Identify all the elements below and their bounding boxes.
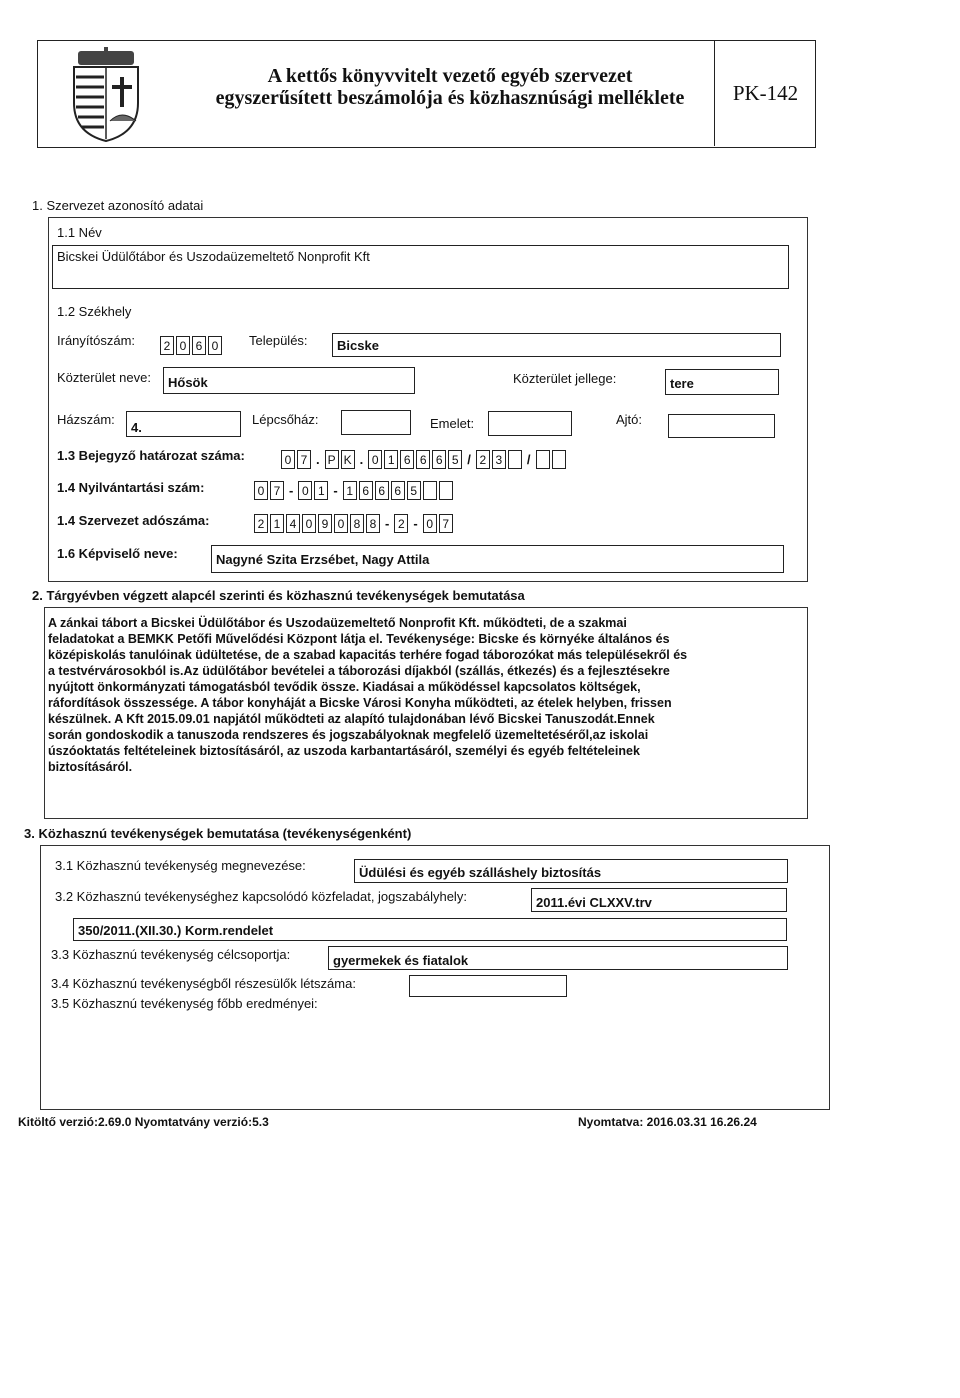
results-label: 3.5 Közhasznú tevékenység főbb eredményei:: [51, 996, 318, 1011]
rep-label: 1.6 Képviselő neve:: [57, 546, 178, 561]
reg-no-cell: 5: [407, 481, 421, 500]
decree-value: 350/2011.(XII.30.) Korm.rendelet: [78, 923, 274, 938]
reg-no-cell: 7: [270, 481, 284, 500]
activity-name-field[interactable]: [354, 859, 788, 883]
street-type-value: tere: [670, 376, 694, 391]
target-label: 3.3 Közhasznú tevékenység célcsoportja:: [51, 947, 291, 962]
reg-no-cell: [423, 481, 437, 500]
zip-cell: 0: [176, 336, 190, 355]
coat-of-arms-icon: [60, 47, 152, 143]
registry-cell: 6: [432, 450, 446, 469]
tax-cells[interactable]: [254, 514, 453, 533]
city-field[interactable]: [332, 333, 781, 357]
tax-cell: 1: [270, 514, 284, 533]
reg-no-cell: 6: [359, 481, 373, 500]
registry-cell: 6: [400, 450, 414, 469]
activity-description[interactable]: [46, 611, 806, 816]
registry-cells[interactable]: [281, 450, 566, 469]
name-field[interactable]: [52, 245, 789, 289]
decree-field[interactable]: [73, 918, 787, 941]
street-type-field[interactable]: [665, 369, 779, 395]
rep-value: Nagyné Szita Erzsébet, Nagy Attila: [216, 552, 430, 567]
registry-cell: [552, 450, 566, 469]
door-field[interactable]: [668, 414, 775, 438]
zip-cell: 6: [192, 336, 206, 355]
target-field[interactable]: [328, 946, 788, 970]
floor-label: Emelet:: [430, 416, 475, 431]
registry-cell: 2: [476, 450, 490, 469]
reg-no-separator: -: [333, 483, 338, 498]
reg-no-cell: [439, 481, 453, 500]
form-code: PK-142: [714, 41, 816, 146]
street-value: Hősök: [168, 375, 208, 390]
reg-no-label: 1.4 Nyilvántartási szám:: [57, 480, 205, 495]
tax-cell: 2: [394, 514, 408, 533]
tax-separator: -: [385, 516, 390, 531]
tax-cell: 8: [366, 514, 380, 533]
house-field[interactable]: [126, 411, 241, 437]
tax-cell: 0: [334, 514, 348, 533]
floor-field[interactable]: [488, 411, 572, 436]
section3-title: 3. Közhasznú tevékenységek bemutatása (tevékenységenként): [24, 826, 412, 841]
street-type-label: Közterület jellege:: [513, 371, 617, 386]
zip-cell: 0: [208, 336, 222, 355]
registry-label: 1.3 Bejegyző határozat száma:: [57, 448, 245, 463]
street-label: Közterület neve:: [57, 370, 151, 385]
section2-title: 2. Tárgyévben végzett alapcél szerinti és közhasznú tevékenységek bemutatása: [32, 588, 525, 603]
staircase-field[interactable]: [341, 410, 411, 435]
reg-no-cells[interactable]: [254, 481, 453, 500]
registry-separator: /: [526, 452, 531, 467]
task-field[interactable]: [531, 888, 787, 912]
activity-name-value: Üdülési és egyéb szálláshely biztosítás: [359, 865, 602, 880]
tax-separator: -: [413, 516, 418, 531]
reg-no-cell: 1: [314, 481, 328, 500]
registry-cell: 0: [368, 450, 382, 469]
registry-cell: 7: [297, 450, 311, 469]
registry-cell: 1: [384, 450, 398, 469]
registry-cell: [508, 450, 522, 469]
registry-cell: 3: [492, 450, 506, 469]
reg-no-separator: -: [289, 483, 294, 498]
version-info: Kitöltő verzió:2.69.0 Nyomtatvány verzió:5.3: [18, 1115, 269, 1129]
reg-no-cell: 6: [375, 481, 389, 500]
task-label: 3.2 Közhasznú tevékenységhez kapcsolódó közfeladat, jogszabályhely:: [55, 889, 467, 904]
registry-separator: .: [359, 452, 364, 467]
reg-no-cell: 1: [343, 481, 357, 500]
street-field[interactable]: [163, 367, 415, 394]
city-value: Bicske: [337, 338, 379, 353]
rep-field[interactable]: [211, 545, 784, 573]
description-line: készülnek. A Kft 2015.09.01 napjától működteti az alapító tulajdonában lévő Bicskei Tanuszodát.Ennek: [48, 712, 655, 726]
tax-cell: 8: [350, 514, 364, 533]
tax-cell: 0: [423, 514, 437, 533]
reg-no-cell: 0: [298, 481, 312, 500]
description-line: nyújtott önkormányzati támogatásból tevődik össze. Kiadásai a működéssel kapcsolatos költségek,: [48, 680, 641, 694]
count-field[interactable]: [409, 975, 567, 997]
tax-cell: 9: [318, 514, 332, 533]
door-label: Ajtó:: [616, 412, 643, 427]
description-line: biztosításáról.: [48, 760, 133, 774]
description-line: középiskolás tanulóinak üdültetése, de a szabad kapacitás terhére fogad táborozókat más településekről és: [48, 648, 688, 662]
tax-cell: 2: [254, 514, 268, 533]
description-line: A zánkai tábort a Bicskei Üdülőtábor és Uszodaüzemeltető Nonprofit Kft. működteti, de a szakmai: [48, 616, 627, 630]
form-header: [37, 40, 816, 148]
registry-cell: P: [325, 450, 339, 469]
tax-label: 1.4 Szervezet adószáma:: [57, 513, 210, 528]
registry-cell: 6: [416, 450, 430, 469]
description-line: ráfordítások összessége. A tábor konyháját a Bicske Városi Konyha működteti, az ételek helyben, frissen: [48, 696, 672, 710]
name-label: 1.1 Név: [57, 225, 102, 240]
description-line: feladatokat a BEMKK Petőfi Művelődési Központ látja el. Tevékenysége: Bicske és környéke általános és: [48, 632, 670, 646]
zip-cells[interactable]: [160, 336, 222, 355]
description-line: során gondoskodik a tanuszoda rendszeres és jogszabályoknak megfelelő üzemeltetéséről,az iskolai: [48, 728, 649, 742]
tax-cell: 0: [302, 514, 316, 533]
reg-no-cell: 6: [391, 481, 405, 500]
tax-cell: 4: [286, 514, 300, 533]
count-label: 3.4 Közhasznú tevékenységből részesülők létszáma:: [51, 976, 356, 991]
registry-cell: K: [341, 450, 355, 469]
reg-no-cell: 0: [254, 481, 268, 500]
zip-cell: 2: [160, 336, 174, 355]
form-title: A kettős könyvvitelt vezető egyéb szervezet egyszerűsített beszámolója és közhasznúsági melléklete: [215, 65, 685, 109]
description-line: úszóoktatás feltételeinek biztosításáról, az uszoda karbantartásáról, személyi és egyéb feltételeinek: [48, 744, 640, 758]
task-value: 2011.évi CLXXV.trv: [536, 895, 652, 910]
section1-title: 1. Szervezet azonosító adatai: [32, 198, 204, 213]
city-label: Település:: [249, 333, 308, 348]
registry-cell: [536, 450, 550, 469]
description-line: a testvérvárosokból is.Az üdülőtábor bevételei a táborozási díjakból (szállás, étkezés) és a fejlesztésekre: [48, 664, 670, 678]
zip-label: Irányítószám:: [57, 333, 136, 348]
registry-separator: .: [316, 452, 320, 467]
house-value: 4.: [131, 420, 142, 435]
print-timestamp: Nyomtatva: 2016.03.31 16.26.24: [578, 1115, 757, 1129]
registry-cell: 0: [281, 450, 295, 469]
seat-label: 1.2 Székhely: [57, 304, 132, 319]
registry-separator: /: [467, 452, 471, 467]
tax-cell: 7: [439, 514, 453, 533]
target-value: gyermekek és fiatalok: [333, 953, 469, 968]
staircase-label: Lépcsőház:: [252, 412, 319, 427]
registry-cell: 5: [448, 450, 462, 469]
house-label: Házszám:: [57, 412, 115, 427]
name-value: Bicskei Üdülőtábor és Uszodaüzemeltető Nonprofit Kft: [57, 249, 370, 264]
activity-name-label: 3.1 Közhasznú tevékenység megnevezése:: [55, 858, 306, 873]
